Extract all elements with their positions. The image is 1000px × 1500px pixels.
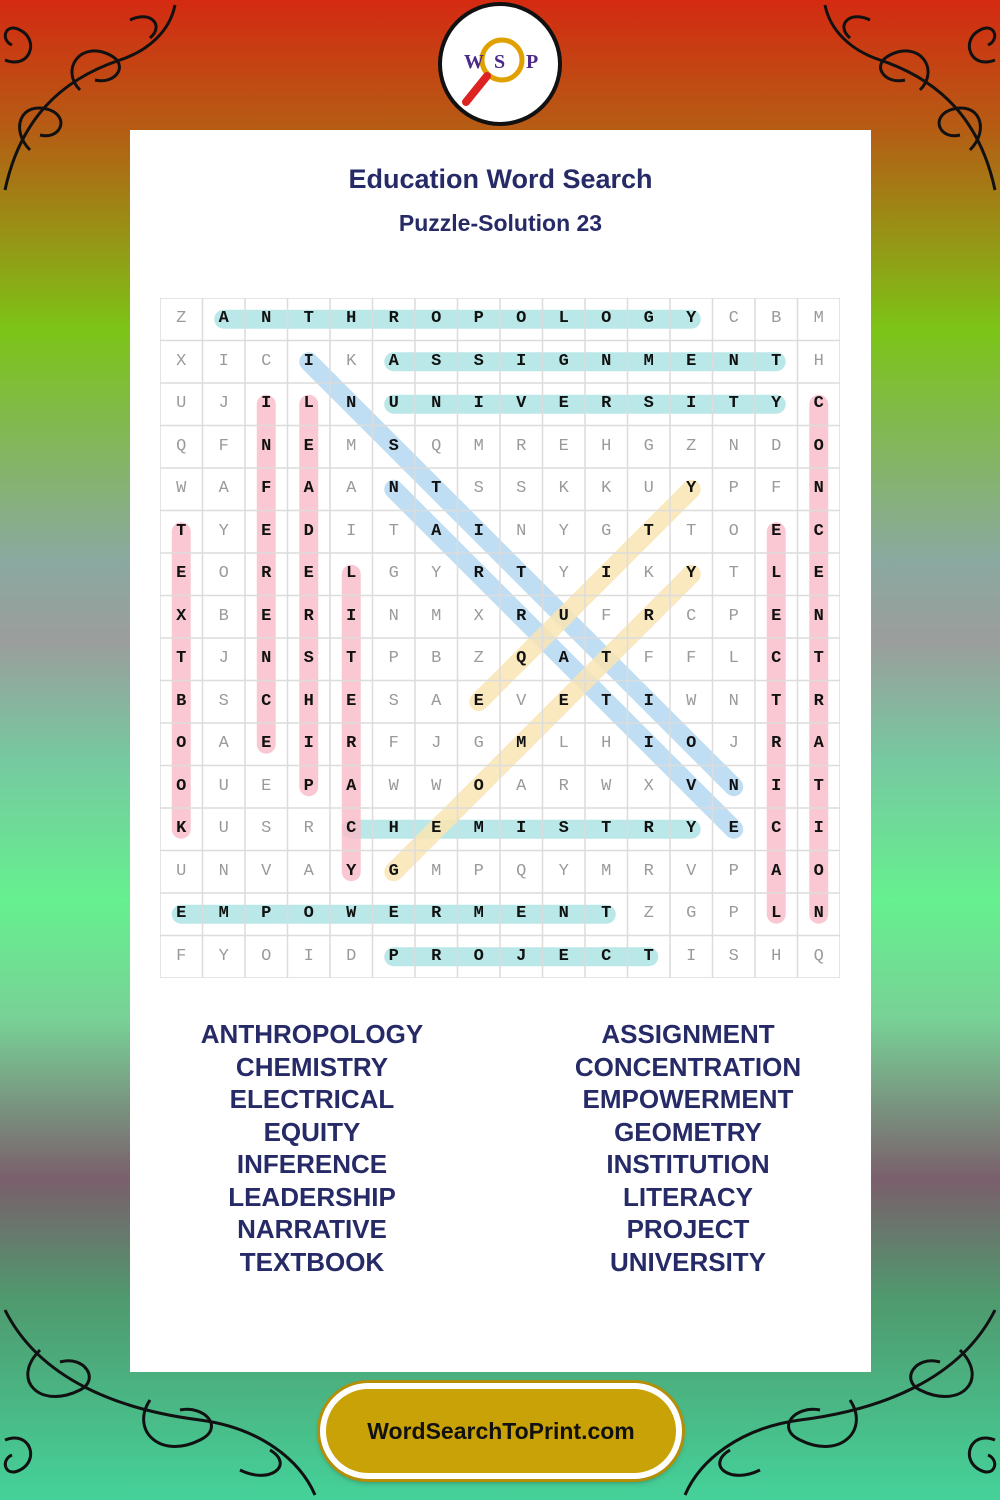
- grid-cell: U: [643, 479, 654, 498]
- grid-cell: E: [558, 691, 569, 711]
- grid-cell: S: [218, 691, 229, 711]
- grid-cell: S: [473, 479, 484, 498]
- grid-cell: W: [686, 691, 697, 711]
- grid-cell: I: [346, 606, 357, 626]
- grid-cell: I: [303, 734, 314, 753]
- grid-cell: Y: [218, 521, 229, 541]
- grid-cell: L: [728, 649, 739, 668]
- grid-cell: R: [346, 734, 357, 753]
- grid-cell: P: [473, 861, 484, 881]
- grid-cell: V: [516, 394, 527, 413]
- grid-cell: R: [473, 564, 484, 583]
- grid-cell: G: [388, 861, 399, 881]
- grid-cell: G: [388, 564, 399, 583]
- grid-cell: L: [771, 904, 782, 923]
- grid-cell: V: [686, 776, 697, 796]
- grid-cell: I: [813, 819, 824, 838]
- grid-cell: J: [516, 946, 527, 966]
- grid-cell: O: [431, 309, 442, 328]
- grid-cell: R: [516, 606, 527, 626]
- grid-cell: E: [431, 819, 442, 838]
- grid-cell: M: [813, 309, 824, 328]
- grid-cell: A: [558, 649, 569, 668]
- grid-cell: J: [728, 734, 739, 753]
- grid-cell: A: [516, 776, 527, 796]
- grid-cell: Q: [813, 946, 824, 966]
- grid-cell: P: [728, 861, 739, 881]
- word-list-item: EQUITY: [263, 1116, 361, 1147]
- grid-cell: R: [516, 436, 527, 456]
- grid-cell: A: [346, 479, 357, 498]
- grid-cell: M: [516, 734, 527, 753]
- grid-cell: O: [686, 734, 697, 753]
- grid-cell: J: [218, 649, 229, 668]
- grid-cell: O: [516, 309, 527, 328]
- grid-cell: S: [516, 479, 527, 498]
- grid-cell: P: [728, 479, 739, 498]
- grid-cell: T: [176, 521, 187, 541]
- grid-cell: S: [388, 436, 399, 456]
- grid-cell: O: [261, 946, 272, 966]
- grid-cell: E: [261, 606, 272, 626]
- logo-letter-s: S: [494, 51, 506, 73]
- word-list-left-column: [152, 1018, 472, 1278]
- grid-cell: H: [601, 436, 612, 456]
- puzzle-sheet: [130, 130, 871, 1372]
- grid-cell: G: [643, 436, 654, 456]
- grid-cell: E: [176, 564, 187, 583]
- grid-cell: K: [643, 564, 654, 583]
- grid-cell: A: [303, 479, 314, 498]
- word-list-item: ELECTRICAL: [229, 1084, 395, 1114]
- grid-cell: Z: [176, 309, 187, 328]
- grid-cell: H: [813, 351, 824, 371]
- grid-cell: I: [686, 394, 697, 413]
- grid-cell: O: [473, 776, 484, 796]
- word-list-item: TEXTBOOK: [239, 1246, 385, 1277]
- grid-cell: U: [388, 394, 399, 413]
- grid-cell: R: [558, 776, 569, 796]
- grid-cell: S: [388, 691, 399, 711]
- website-button-label: WordSearchToPrint.com: [367, 1417, 635, 1444]
- word-list-item: CHEMISTRY: [235, 1051, 389, 1082]
- word-list-item: INFERENCE: [236, 1149, 388, 1179]
- grid-cell: N: [431, 394, 442, 413]
- word-list-right-column: [528, 1018, 848, 1278]
- grid-cell: R: [303, 606, 314, 626]
- grid-cell: X: [473, 606, 484, 626]
- grid-cell: F: [388, 734, 399, 753]
- grid-cell: T: [728, 564, 739, 583]
- grid-cell: N: [728, 691, 739, 711]
- grid-cell: O: [176, 734, 187, 753]
- grid-cell: I: [771, 776, 782, 796]
- grid-cell: Y: [686, 479, 697, 498]
- grid-cell: F: [643, 649, 654, 668]
- grid-cell: M: [473, 436, 484, 456]
- grid-cell: E: [728, 819, 739, 838]
- grid-cell: N: [558, 904, 569, 923]
- grid-cell: K: [346, 351, 357, 371]
- grid-cell: L: [346, 564, 357, 583]
- grid-cell: X: [176, 606, 187, 626]
- grid-cell: E: [813, 564, 824, 583]
- grid-cell: S: [728, 946, 739, 966]
- grid-cell: E: [303, 564, 314, 583]
- grid-cell: O: [218, 564, 229, 583]
- grid-cell: U: [218, 776, 229, 796]
- grid-cell: G: [473, 734, 484, 753]
- grid-cell: N: [388, 479, 399, 498]
- grid-cell: H: [388, 819, 399, 838]
- grid-cell: S: [558, 819, 569, 838]
- grid-cell: A: [388, 351, 399, 371]
- grid-cell: N: [261, 436, 272, 456]
- grid-cell: F: [218, 436, 229, 456]
- grid-cell: S: [303, 649, 314, 668]
- grid-cell: M: [346, 436, 357, 456]
- grid-cell: M: [431, 861, 442, 881]
- word-list-item: ASSIGNMENT: [601, 1019, 775, 1049]
- grid-cell: O: [813, 436, 824, 456]
- grid-cell: R: [643, 819, 654, 838]
- grid-cell: H: [771, 946, 782, 966]
- letter-grid: [160, 298, 840, 978]
- grid-cell: Q: [516, 649, 527, 668]
- grid-cell: E: [686, 351, 697, 371]
- grid-cell: Z: [686, 436, 697, 456]
- grid-cell: T: [388, 521, 399, 541]
- grid-cell: W: [346, 904, 357, 923]
- grid-cell: N: [346, 394, 357, 413]
- grid-cell: C: [813, 521, 824, 541]
- grid-cell: T: [813, 776, 824, 796]
- grid-cell: E: [558, 436, 569, 456]
- grid-cell: I: [473, 394, 484, 413]
- grid-cell: Y: [686, 564, 697, 583]
- grid-cell: W: [431, 776, 442, 796]
- grid-cell: P: [728, 606, 739, 626]
- grid-cell: N: [261, 309, 272, 328]
- word-list-item: UNIVERSITY: [609, 1246, 767, 1277]
- grid-cell: R: [388, 309, 399, 328]
- grid-cell: A: [218, 479, 229, 498]
- grid-cell: E: [771, 521, 782, 541]
- word-list-item: INSTITUTION: [606, 1149, 770, 1179]
- grid-cell: N: [728, 776, 739, 796]
- grid-cell: A: [303, 861, 314, 881]
- grid-cell: T: [601, 649, 612, 668]
- grid-cell: T: [686, 521, 697, 541]
- grid-cell: T: [643, 521, 654, 541]
- word-list-item: GEOMETRY: [614, 1116, 762, 1147]
- grid-cell: T: [601, 819, 612, 838]
- grid-cell: T: [346, 649, 357, 668]
- grid-cell: N: [601, 351, 612, 371]
- grid-cell: T: [601, 904, 612, 923]
- grid-cell: T: [813, 649, 824, 668]
- grid-cell: I: [218, 351, 229, 371]
- grid-cell: C: [601, 946, 612, 966]
- grid-cell: R: [813, 691, 824, 711]
- grid-cell: I: [346, 521, 357, 541]
- grid-cell: I: [643, 734, 654, 753]
- grid-cell: C: [261, 691, 272, 711]
- grid-cell: F: [686, 649, 697, 668]
- grid-cell: G: [558, 351, 569, 371]
- grid-cell: H: [601, 734, 612, 753]
- grid-cell: R: [771, 734, 782, 753]
- grid-cell: A: [813, 734, 824, 753]
- grid-cell: O: [473, 946, 484, 966]
- logo-letter-w: W: [464, 51, 484, 73]
- grid-cell: T: [303, 309, 314, 328]
- grid-cell: C: [728, 309, 739, 328]
- grid-cell: V: [686, 861, 697, 881]
- grid-cell: C: [686, 606, 697, 626]
- grid-cell: A: [431, 691, 442, 711]
- grid-cell: N: [218, 861, 229, 881]
- grid-cell: R: [643, 861, 654, 881]
- grid-cell: G: [643, 309, 654, 328]
- grid-cell: R: [431, 904, 442, 923]
- grid-cell: P: [261, 904, 272, 923]
- grid-cell: Y: [771, 394, 782, 413]
- grid-cell: Y: [431, 564, 442, 583]
- grid-cell: I: [303, 351, 314, 371]
- grid-cell: C: [813, 394, 824, 413]
- grid-cell: Z: [643, 904, 654, 923]
- grid-cell: V: [516, 691, 527, 711]
- grid-cell: F: [771, 479, 782, 498]
- grid-cell: P: [303, 776, 314, 796]
- grid-cell: S: [431, 351, 442, 371]
- grid-cell: R: [303, 819, 314, 838]
- grid-cell: S: [643, 394, 654, 413]
- grid-cell: X: [176, 351, 187, 371]
- grid-cell: X: [643, 776, 654, 796]
- grid-cell: C: [771, 819, 782, 838]
- grid-cell: U: [176, 394, 187, 413]
- grid-cell: A: [431, 521, 442, 541]
- grid-cell: R: [601, 394, 612, 413]
- grid-cell: Q: [431, 436, 442, 456]
- grid-cell: B: [218, 606, 229, 626]
- grid-cell: I: [261, 394, 272, 413]
- grid-cell: D: [303, 521, 314, 541]
- grid-cell: L: [303, 394, 314, 413]
- word-list-item: LEADERSHIP: [228, 1181, 396, 1212]
- word-list-item: EMPOWERMENT: [582, 1084, 794, 1114]
- grid-cell: T: [643, 946, 654, 966]
- grid-cell: F: [601, 606, 612, 626]
- grid-cell: S: [261, 819, 272, 838]
- grid-cell: N: [728, 351, 739, 371]
- wsp-logo[interactable]: [438, 2, 562, 126]
- grid-cell: Y: [686, 819, 697, 838]
- grid-cell: W: [388, 776, 399, 796]
- grid-cell: R: [261, 564, 272, 583]
- grid-cell: J: [431, 734, 442, 753]
- grid-cell: T: [516, 564, 527, 583]
- grid-cell: O: [176, 776, 187, 796]
- page-subtitle: Puzzle-Solution 23: [398, 210, 603, 236]
- grid-cell: K: [601, 479, 612, 498]
- grid-cell: I: [516, 351, 527, 371]
- grid-cell: E: [303, 436, 314, 456]
- grid-cell: T: [601, 691, 612, 711]
- grid-cell: E: [176, 904, 187, 923]
- grid-cell: O: [601, 309, 612, 328]
- grid-cell: L: [558, 734, 569, 753]
- word-list-item: ANTHROPOLOGY: [200, 1019, 424, 1049]
- grid-cell: A: [218, 734, 229, 753]
- word-list: [130, 1018, 871, 1278]
- grid-cell: K: [558, 479, 569, 498]
- grid-cell: E: [771, 606, 782, 626]
- grid-cell: H: [303, 691, 314, 711]
- grid-cell: I: [643, 691, 654, 711]
- grid-cell: B: [431, 649, 442, 668]
- grid-cell: W: [176, 479, 187, 498]
- grid-cell: U: [558, 606, 569, 626]
- grid-cell: N: [516, 521, 527, 541]
- grid-cell: N: [388, 606, 399, 626]
- grid-cell: C: [261, 351, 272, 371]
- grid-cell: Y: [346, 861, 357, 881]
- grid-cell: B: [176, 691, 187, 711]
- grid-cell: O: [728, 521, 739, 541]
- grid-cell: R: [431, 946, 442, 966]
- grid-cell: C: [771, 649, 782, 668]
- grid-cell: W: [601, 776, 612, 796]
- grid-cell: M: [218, 904, 229, 923]
- grid-cell: F: [176, 946, 187, 966]
- grid-cell: B: [771, 309, 782, 328]
- grid-cell: A: [771, 861, 782, 881]
- grid-cell: A: [346, 776, 357, 796]
- word-list-item: CONCENTRATION: [574, 1051, 802, 1082]
- grid-cell: T: [728, 394, 739, 413]
- grid-cell: R: [643, 606, 654, 626]
- logo-letter-p: P: [526, 51, 539, 73]
- grid-cell: P: [473, 309, 484, 328]
- grid-cell: T: [771, 351, 782, 371]
- grid-cell: G: [601, 521, 612, 541]
- grid-cell: T: [176, 649, 187, 668]
- grid-cell: D: [346, 946, 357, 966]
- grid-cell: Q: [516, 861, 527, 881]
- grid-cell: E: [516, 904, 527, 923]
- grid-cell: M: [473, 904, 484, 923]
- grid-cell: O: [813, 861, 824, 881]
- grid-cell: Q: [176, 436, 187, 456]
- grid-cell: H: [346, 309, 357, 328]
- grid-cell: V: [261, 861, 272, 881]
- grid-cell: Y: [686, 309, 697, 328]
- grid-cell: I: [473, 521, 484, 541]
- grid-cell: E: [261, 521, 272, 541]
- grid-cell: D: [771, 436, 782, 456]
- grid-cell: F: [261, 479, 272, 498]
- grid-cell: N: [261, 649, 272, 668]
- grid-cell: I: [601, 564, 612, 583]
- grid-cell: O: [303, 904, 314, 923]
- grid-cell: P: [388, 946, 399, 966]
- grid-cell: J: [218, 394, 229, 413]
- grid-cell: T: [771, 691, 782, 711]
- grid-cell: N: [813, 606, 824, 626]
- grid-cell: T: [431, 479, 442, 498]
- grid-cell: E: [261, 776, 272, 796]
- website-button[interactable]: [320, 1383, 682, 1479]
- grid-cell: I: [516, 819, 527, 838]
- grid-cell: E: [346, 691, 357, 711]
- grid-cell: Y: [218, 946, 229, 966]
- grid-cell: G: [686, 904, 697, 923]
- page-title: Education Word Search: [348, 164, 653, 194]
- grid-cell: E: [558, 394, 569, 413]
- word-list-item: NARRATIVE: [237, 1214, 387, 1244]
- grid-cell: U: [218, 819, 229, 838]
- grid-cell: M: [601, 861, 612, 881]
- grid-cell: E: [558, 946, 569, 966]
- grid-cell: Y: [558, 564, 569, 583]
- grid-cell: I: [303, 946, 314, 966]
- grid-cell: M: [431, 606, 442, 626]
- grid-cell: E: [261, 734, 272, 753]
- grid-cell: A: [218, 309, 229, 328]
- grid-cell: E: [473, 691, 484, 711]
- grid-cell: N: [728, 436, 739, 456]
- grid-cell: N: [813, 479, 824, 498]
- grid-cell: Z: [473, 649, 484, 668]
- grid-cell: C: [346, 819, 357, 838]
- grid-cell: Y: [558, 861, 569, 881]
- grid-cell: E: [388, 904, 399, 923]
- grid-cell: S: [473, 351, 484, 371]
- grid-cell: M: [473, 819, 484, 838]
- grid-cell: I: [686, 946, 697, 966]
- grid-cell: K: [176, 819, 187, 838]
- grid-cell: P: [728, 904, 739, 923]
- grid-cell: M: [643, 351, 654, 371]
- word-list-item: LITERACY: [623, 1181, 753, 1212]
- grid-cell: L: [771, 564, 782, 583]
- grid-cell: N: [813, 904, 824, 923]
- grid-cell: L: [558, 309, 569, 328]
- grid-cell: Y: [558, 521, 569, 541]
- grid-cell: P: [388, 649, 399, 668]
- grid-cell: U: [176, 861, 187, 881]
- word-list-item: PROJECT: [626, 1214, 750, 1244]
